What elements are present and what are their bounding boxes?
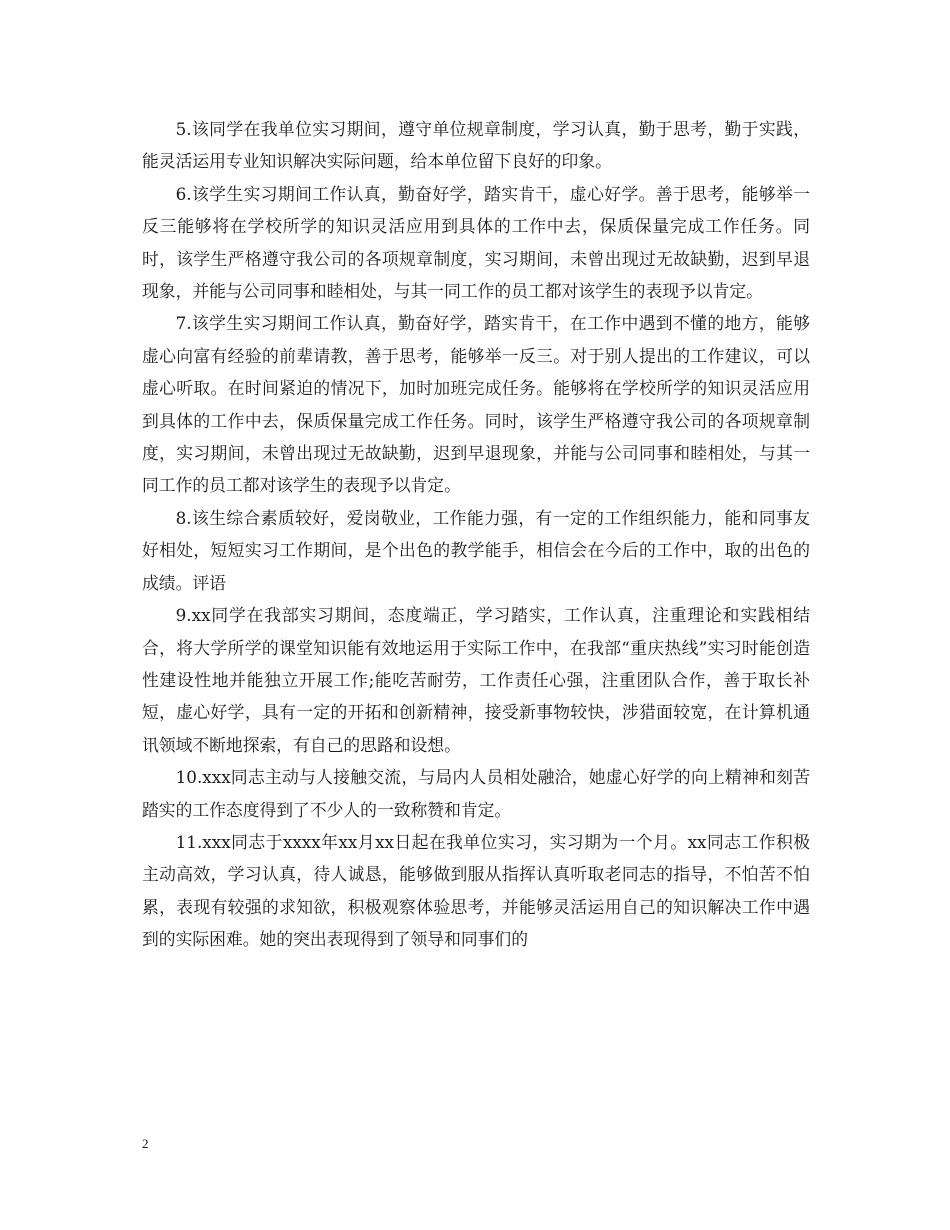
paragraph-11: 11.xxx同志于xxxx年xx月xx日起在我单位实习，实习期为一个月。xx同志工作积极主动高效，学习认真，待人诚恳，能够做到服从指挥认真听取老同志的指导，不怕苦不怕累，表现有较强的求知欲，积极观察体验思考，并能够灵活运用自己的知识解决工作中遇到的实际困难。她的突出表现得到了领导和同事们的: [142, 831, 810, 950]
paragraph-7: 7.该学生实习期间工作认真，勤奋好学，踏实肯干，在工作中遇到不懂的地方，能够虚心向富有经验的前辈请教，善于思考，能够举一反三。对于别人提出的工作建议，可以虚心听取。在时间紧迫的情况下，加时加班完成任务。能够将在学校所学的知识灵活应用到具体的工作中去，保质保量完成工作任务。同时，该学生严格遵守我公司的各项规章制度，实习期间，未曾出现过无故缺勤，迟到早退现象，并能与公司同事和睦相处，与其一同工作的员工都对该学生的表现予以肯定。: [142, 313, 810, 496]
page-number: 2: [142, 1136, 149, 1151]
document-body: [142, 113, 810, 956]
paragraph-6: 6.该学生实习期间工作认真，勤奋好学，踏实肯干，虚心好学。善于思考，能够举一反三能够将在学校所学的知识灵活应用到具体的工作中去，保质保量完成工作任务。同时，该学生严格遵守我公司的各项规章制度，实习期间，未曾出现过无故缺勤，迟到早退现象，并能与公司同事和睦相处，与其一同工作的员工都对该学生的表现予以肯定。: [142, 183, 810, 302]
paragraph-8: 8.该生综合素质较好，爱岗敬业，工作能力强，有一定的工作组织能力，能和同事友好相处，短短实习工作期间，是个出色的教学能手，相信会在今后的工作中，取的出色的成绩。评语: [142, 507, 810, 593]
paragraph-5: 5.该同学在我单位实习期间，遵守单位规章制度，学习认真，勤于思考，勤于实践，能灵活运用专业知识解决实际问题，给本单位留下良好的印象。: [142, 119, 810, 172]
paragraph-10: 10.xxx同志主动与人接触交流，与局内人员相处融洽，她虚心好学的向上精神和刻苦踏实的工作态度得到了不少人的一致称赞和肯定。: [142, 767, 810, 820]
paragraph-9: 9.xx同学在我部实习期间，态度端正，学习踏实，工作认真，注重理论和实践相结合，将大学所学的课堂知识能有效地运用于实际工作中，在我部“重庆热线”实习时能创造性建设性地并能独立开展工作;能吃苦耐劳，工作责任心强，注重团队合作，善于取长补短，虚心好学，具有一定的开拓和创新精神，接受新事物较快，涉猎面较宽，在计算机通讯领域不断地探索，有自己的思路和设想。: [142, 605, 810, 755]
